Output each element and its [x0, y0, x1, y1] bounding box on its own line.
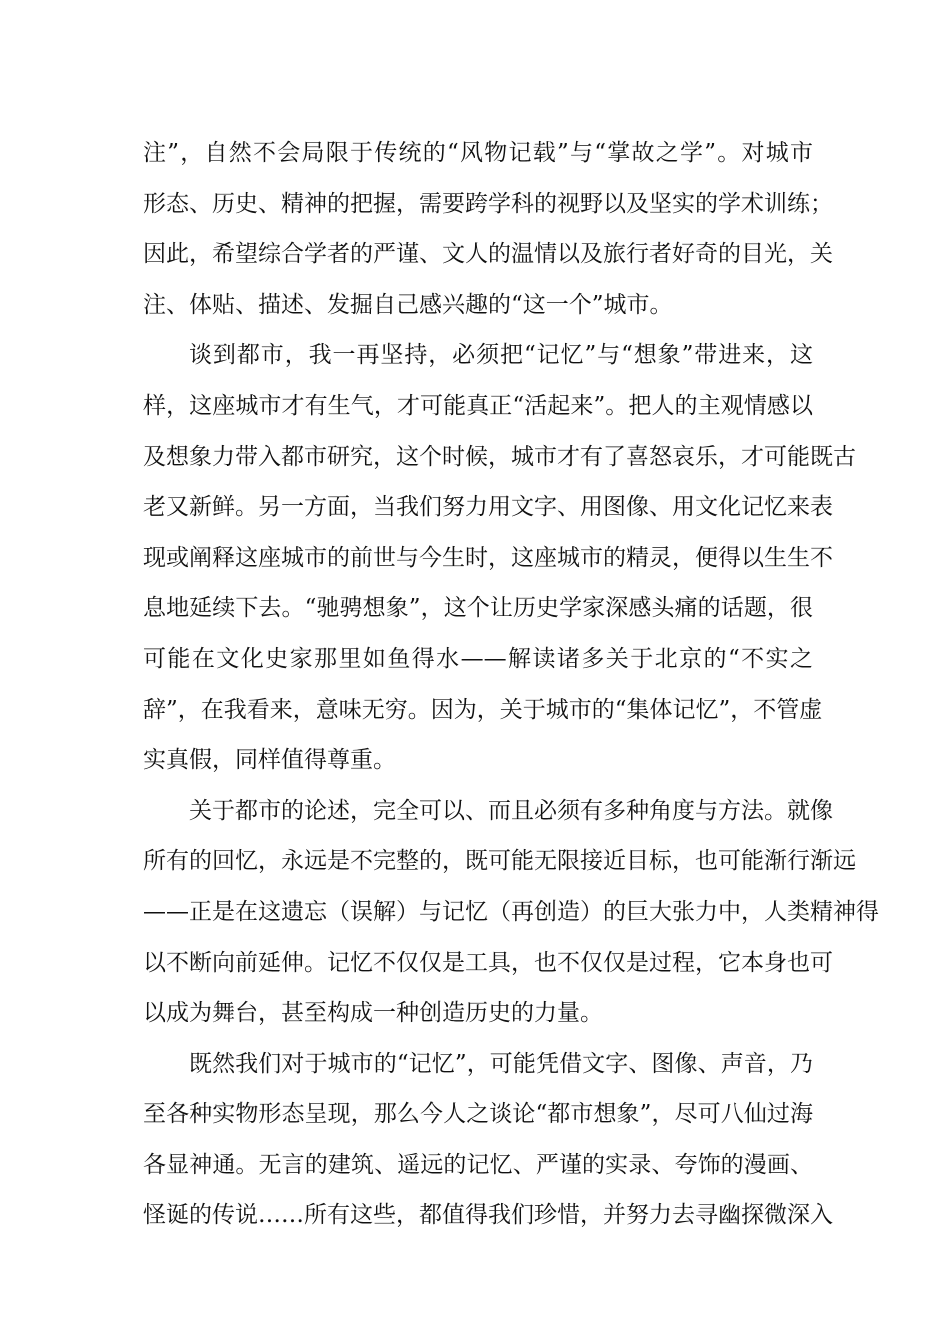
text-line: 注、体贴、描述、发掘自己感兴趣的“这一个”城市。 [143, 291, 673, 318]
text-line: 息地延续下去。“驰骋想象”，这个让历史学家深感头痛的话题，很 [143, 595, 813, 622]
paragraph-4 [143, 1039, 833, 1241]
text-line: 因此，希望综合学者的严谨、文人的温情以及旅行者好奇的目光，关 [143, 241, 833, 268]
text-line: 样，这座城市才有生气，才可能真正“活起来”。把人的主观情感以 [143, 392, 813, 419]
text-line: 现或阐释这座城市的前世与今生时，这座城市的精灵，便得以生生不 [143, 544, 833, 571]
text-line: 注”，自然不会局限于传统的“风物记载”与“掌故之学”。对城市 [143, 140, 813, 166]
text-line: 谈到都市，我一再坚持，必须把“记忆”与“想象”带进来，这 [189, 342, 813, 369]
text-line: ——正是在这遗忘（误解）与记忆（再创造）的巨大张力中，人类精神得 [143, 898, 879, 925]
text-line: 以不断向前延伸。记忆不仅仅是工具，也不仅仅是过程，它本身也可 [143, 949, 833, 976]
text-line: 既然我们对于城市的“记忆”，可能凭借文字、图像、声音，乃 [189, 1050, 813, 1077]
text-line: 形态、历史、精神的把握，需要跨学科的视野以及坚实的学术训练； [143, 190, 833, 217]
text-line: 各显神通。无言的建筑、遥远的记忆、严谨的实录、夸饰的漫画、 [143, 1151, 813, 1178]
text-line: 可能在文化史家那里如鱼得水——解读诸多关于北京的“不实之 [143, 645, 813, 672]
body-text [143, 128, 879, 1241]
text-line: 关于都市的论述，完全可以、而且必须有多种角度与方法。就像 [189, 797, 833, 824]
paragraph-2 [143, 330, 856, 785]
paragraph-3 [143, 786, 879, 1039]
text-line: 所有的回忆，永远是不完整的，既可能无限接近目标，也可能渐行渐远 [143, 848, 856, 875]
text-line: 老又新鲜。另一方面，当我们努力用文字、用图像、用文化记忆来表 [143, 494, 833, 521]
text-line: 实真假，同样值得尊重。 [143, 747, 396, 774]
paragraph-1 [143, 128, 833, 330]
text-line: 及想象力带入都市研究，这个时候，城市才有了喜怒哀乐，才可能既古 [143, 443, 856, 470]
text-line: 至各种实物形态呈现，那么今人之谈论“都市想象”，尽可八仙过海 [143, 1101, 813, 1128]
text-line: 怪诞的传说……所有这些，都值得我们珍惜，并努力去寻幽探微深入 [143, 1202, 833, 1229]
text-line: 以成为舞台，甚至构成一种创造历史的力量。 [143, 1000, 603, 1027]
text-line: 辞”，在我看来，意味无穷。因为，关于城市的“集体记忆”，不管虚 [143, 696, 823, 723]
